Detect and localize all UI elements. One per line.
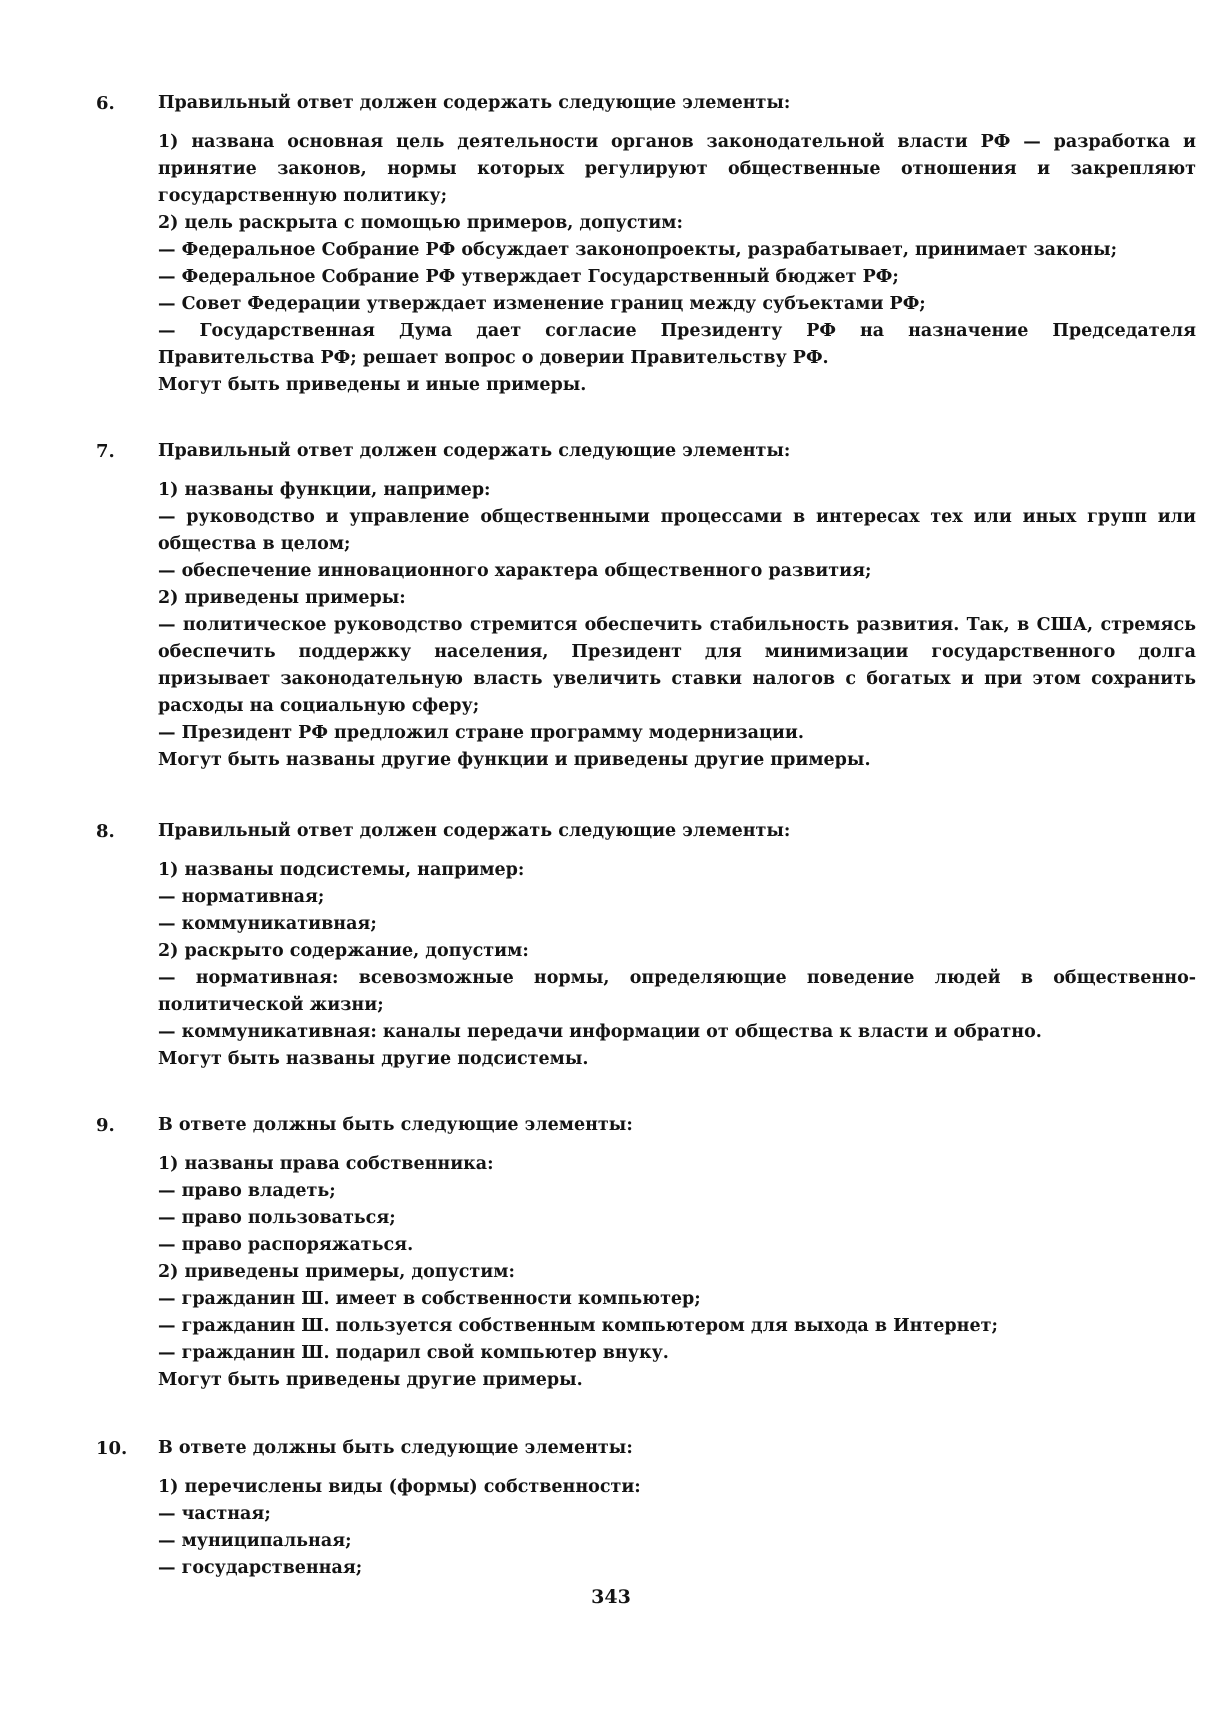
item-heading: Правильный ответ должен содержать следующие элементы: [158,821,791,841]
item-line: — право пользоваться; [158,1208,396,1228]
item-number: 9. [96,1115,115,1136]
item-line: 2) цель раскрыта с помощью примеров, допустим: [158,213,683,233]
answer-item-6 [96,90,1196,399]
item-line: — Федеральное Собрание РФ обсуждает законопроекты, разрабатывает, принимает законы; [158,240,1118,260]
item-heading: Правильный ответ должен содержать следующие элементы: [158,441,791,461]
item-line: — Президент РФ предложил стране программу модернизации. [158,723,804,743]
item-number: 6. [96,93,115,114]
item-line: — коммуникативная: каналы передачи информации от общества к власти и обратно. [158,1022,1042,1042]
item-line: 1) названа основная цель деятельности органов законодательной власти РФ — разработка и принятие законов, нормы которых регулируют общественные отношения и закрепляют государственную политику; [158,132,1196,206]
answer-item-9 [96,1112,1196,1394]
item-line: Могут быть названы другие подсистемы. [158,1049,589,1069]
answer-item-10 [96,1435,1196,1582]
item-line: 1) названы права собственника: [158,1154,494,1174]
item-line: 1) названы подсистемы, например: [158,860,525,880]
item-line: — Совет Федерации утверждает изменение границ между субъектами РФ; [158,294,926,314]
item-line: 1) названы функции, например: [158,480,491,500]
item-line: — гражданин Ш. имеет в собственности компьютер; [158,1289,701,1309]
item-line: — Федеральное Собрание РФ утверждает Государственный бюджет РФ; [158,267,899,287]
item-line: — нормативная: всевозможные нормы, определяющие поведение людей в общественно-политической жизни; [158,968,1196,1015]
item-line: 2) приведены примеры: [158,588,406,608]
item-heading: Правильный ответ должен содержать следующие элементы: [158,93,791,113]
item-heading: В ответе должны быть следующие элементы: [158,1115,633,1135]
item-line: 2) раскрыто содержание, допустим: [158,941,529,961]
page-number: 343 [591,1586,631,1608]
item-line: — право распоряжаться. [158,1235,414,1255]
item-line: 2) приведены примеры, допустим: [158,1262,515,1282]
item-number: 10. [96,1438,128,1459]
item-line: — государственная; [158,1558,363,1578]
item-line: — муниципальная; [158,1531,352,1551]
item-line: — гражданин Ш. пользуется собственным компьютером для выхода в Интернет; [158,1316,998,1336]
item-line: — коммуникативная; [158,914,377,934]
item-line: — политическое руководство стремится обеспечить стабильность развития. Так, в США, стремясь обеспечить поддержку населения, Президент для минимизации государственного долга призывает законодательную власть увеличить ставки налогов с богатых и при этом сохранить расходы на социальную сферу; [158,615,1196,716]
item-line: 1) перечислены виды (формы) собственности: [158,1477,641,1497]
item-line: — частная; [158,1504,271,1524]
item-line: — обеспечение инновационного характера общественного развития; [158,561,872,581]
item-line: — руководство и управление общественными процессами в интересах тех или иных групп или общества в целом; [158,507,1196,554]
item-number: 7. [96,441,115,462]
item-line: — право владеть; [158,1181,336,1201]
item-line: — Государственная Дума дает согласие Президенту РФ на назначение Председателя Правительства РФ; решает вопрос о доверии Правительству РФ. [158,321,1196,368]
item-line: — гражданин Ш. подарил свой компьютер внуку. [158,1343,669,1363]
item-heading: В ответе должны быть следующие элементы: [158,1438,633,1458]
item-number: 8. [96,821,115,842]
item-line: — нормативная; [158,887,325,907]
item-line: Могут быть названы другие функции и приведены другие примеры. [158,750,871,770]
answer-item-7 [96,438,1196,774]
item-line: Могут быть приведены другие примеры. [158,1370,583,1390]
answer-item-8 [96,818,1196,1073]
item-line: Могут быть приведены и иные примеры. [158,375,587,395]
